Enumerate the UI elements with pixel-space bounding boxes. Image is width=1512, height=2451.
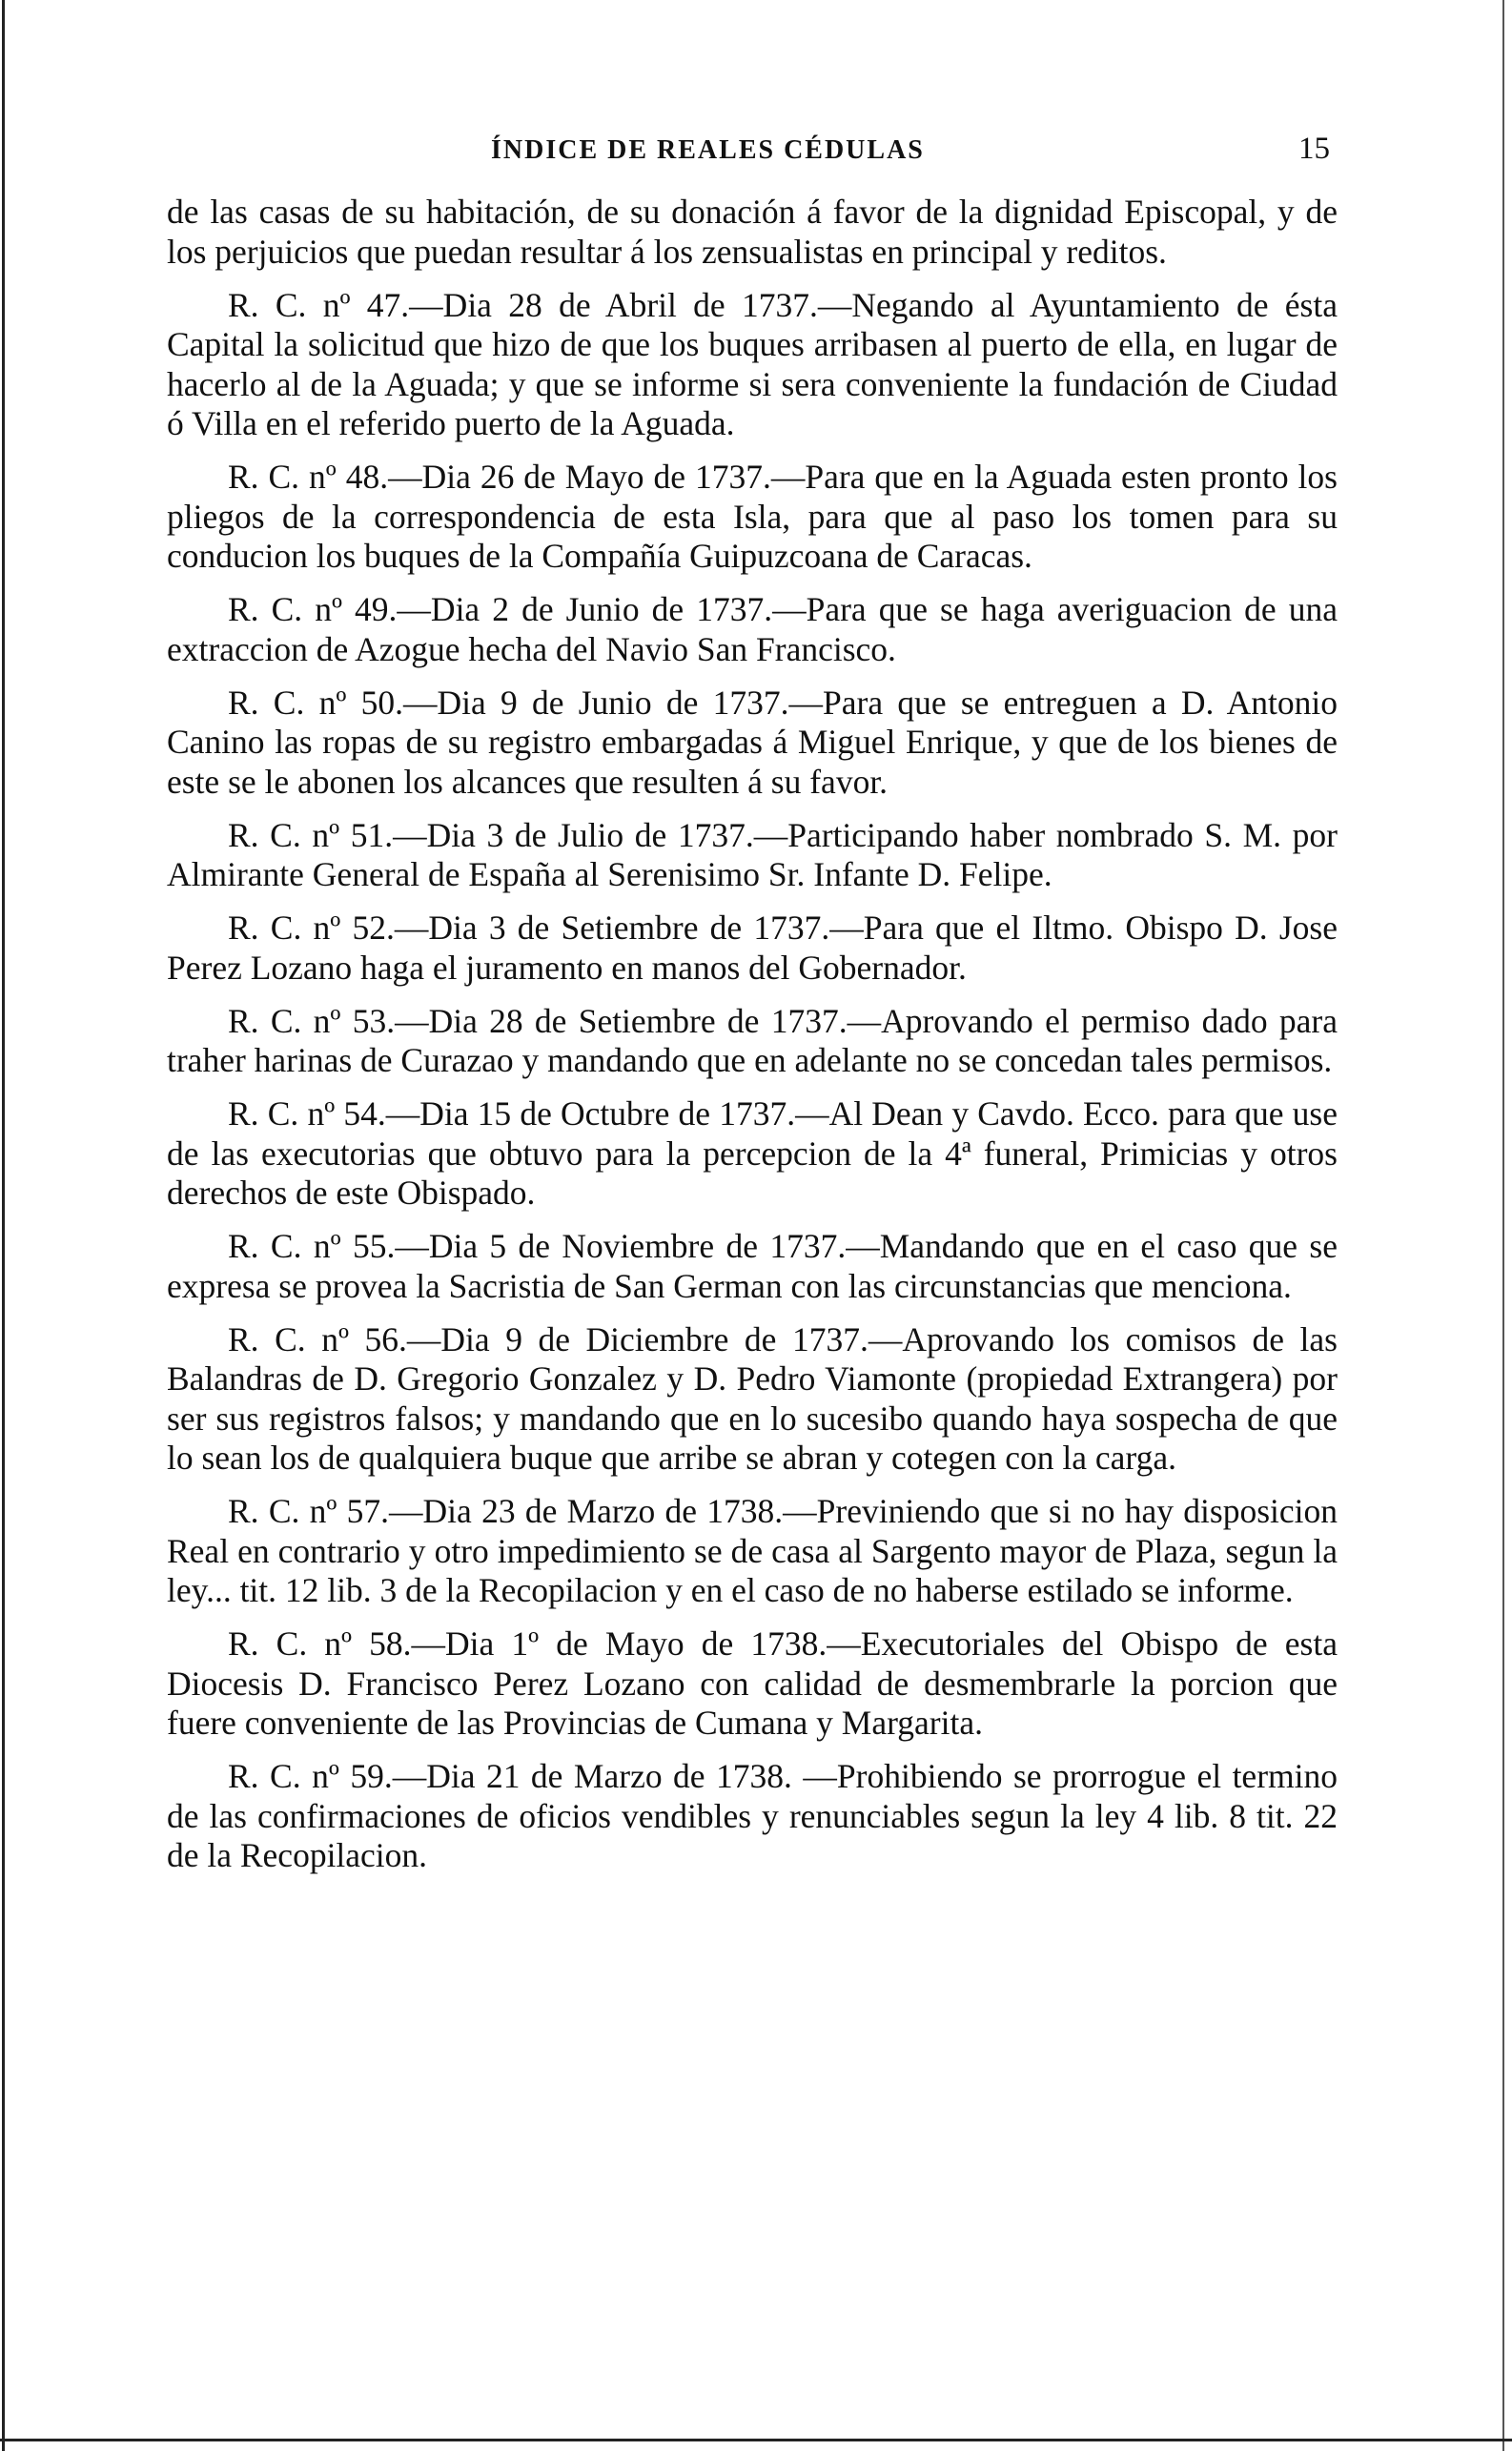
entry-49: R. C. nº 49.—Dia 2 de Junio de 1737.—Para que se haga averiguacion de una extraccion de Azogue hecha del Navio San Francisco.	[167, 590, 1338, 668]
page-header	[491, 132, 1330, 177]
page-edge-bottom	[0, 2439, 1512, 2441]
page-edge-left	[2, 0, 5, 2451]
entry-55: R. C. nº 55.—Dia 5 de Noviembre de 1737.—Mandando que en el caso que se expresa se provea la Sacristia de San German con las circunstancias que menciona.	[167, 1227, 1338, 1305]
entry-48: R. C. nº 48.—Dia 26 de Mayo de 1737.—Para que en la Aguada esten pronto los pliegos de la correspondencia de esta Isla, para que al paso los tomen para su conducion los buques de la Compañía Guipuzcoana de Caracas.	[167, 458, 1338, 575]
entry-54: R. C. nº 54.—Dia 15 de Octubre de 1737.—Al Dean y Cavdo. Ecco. para que use de las executorias que obtuvo para la percepcion de la 4ª funeral, Primicias y otros derechos de este Obispado.	[167, 1094, 1338, 1212]
entry-57: R. C. nº 57.—Dia 23 de Marzo de 1738.—Previniendo que si no hay disposicion Real en contrario y otro impedimiento se de casa al Sargento mayor de Plaza, segun la ley... tit. 12 lib. 3 de la Recopilacion y en el caso de no haberse estilado se informe.	[167, 1492, 1338, 1609]
entry-50: R. C. nº 50.—Dia 9 de Junio de 1737.—Para que se entreguen a D. Antonio Canino las ropas de su registro embargadas á Miguel Enrique, y que de los bienes de este se le abonen los alcances que resulten á su favor.	[167, 683, 1338, 801]
running-title: ÍNDICE DE REALES CÉDULAS	[491, 135, 925, 165]
entry-53: R. C. nº 53.—Dia 28 de Setiembre de 1737.—Aprovando el permiso dado para traher harinas de Curazao y mandando que en adelante no se concedan tales permisos.	[167, 1001, 1338, 1079]
page-number: 15	[1298, 132, 1330, 166]
entry-51: R. C. nº 51.—Dia 3 de Julio de 1737.—Participando haber nombrado S. M. por Almirante General de España al Serenisimo Sr. Infante D. Felipe.	[167, 815, 1338, 893]
page-edge-right	[1502, 0, 1504, 2451]
entry-52: R. C. nº 52.—Dia 3 de Setiembre de 1737.—Para que el Iltmo. Obispo D. Jose Perez Lozano haga el juramento en manos del Gobernador.	[167, 909, 1338, 987]
text-body	[167, 193, 1338, 1889]
entry-58: R. C. nº 58.—Dia 1º de Mayo de 1738.—Executoriales del Obispo de esta Diocesis D. Francisco Perez Lozano con calidad de desmembrarle la porcion que fuere conveniente de las Provincias de Cumana y Margarita.	[167, 1624, 1338, 1742]
paragraph-continuation: de las casas de su habitación, de su donación á favor de la dignidad Episcopal, y de los perjuicios que puedan resultar á los zensualistas en principal y reditos.	[167, 193, 1338, 271]
entry-56: R. C. nº 56.—Dia 9 de Diciembre de 1737.—Aprovando los comisos de las Balandras de D. Gregorio Gonzalez y D. Pedro Viamonte (propiedad Extrangera) por ser sus registros falsos; y mandando que en lo sucesibo quando haya sospecha de que lo sean los de qualquiera buque que arribe se abran y cotegen con la carga.	[167, 1319, 1338, 1477]
entry-47: R. C. nº 47.—Dia 28 de Abril de 1737.—Negando al Ayuntamiento de ésta Capital la solicitud que hizo de que los buques arribasen al puerto de ella, en lugar de hacerlo al de la Aguada; y que se informe si sera conveniente la fundación de Ciudad ó Villa en el referido puerto de la Aguada.	[167, 285, 1338, 442]
entry-59: R. C. nº 59.—Dia 21 de Marzo de 1738. —Prohibiendo se prorrogue el termino de las confirmaciones de oficios vendibles y renunciables segun la ley 4 lib. 8 tit. 22 de la Recopilacion.	[167, 1757, 1338, 1874]
